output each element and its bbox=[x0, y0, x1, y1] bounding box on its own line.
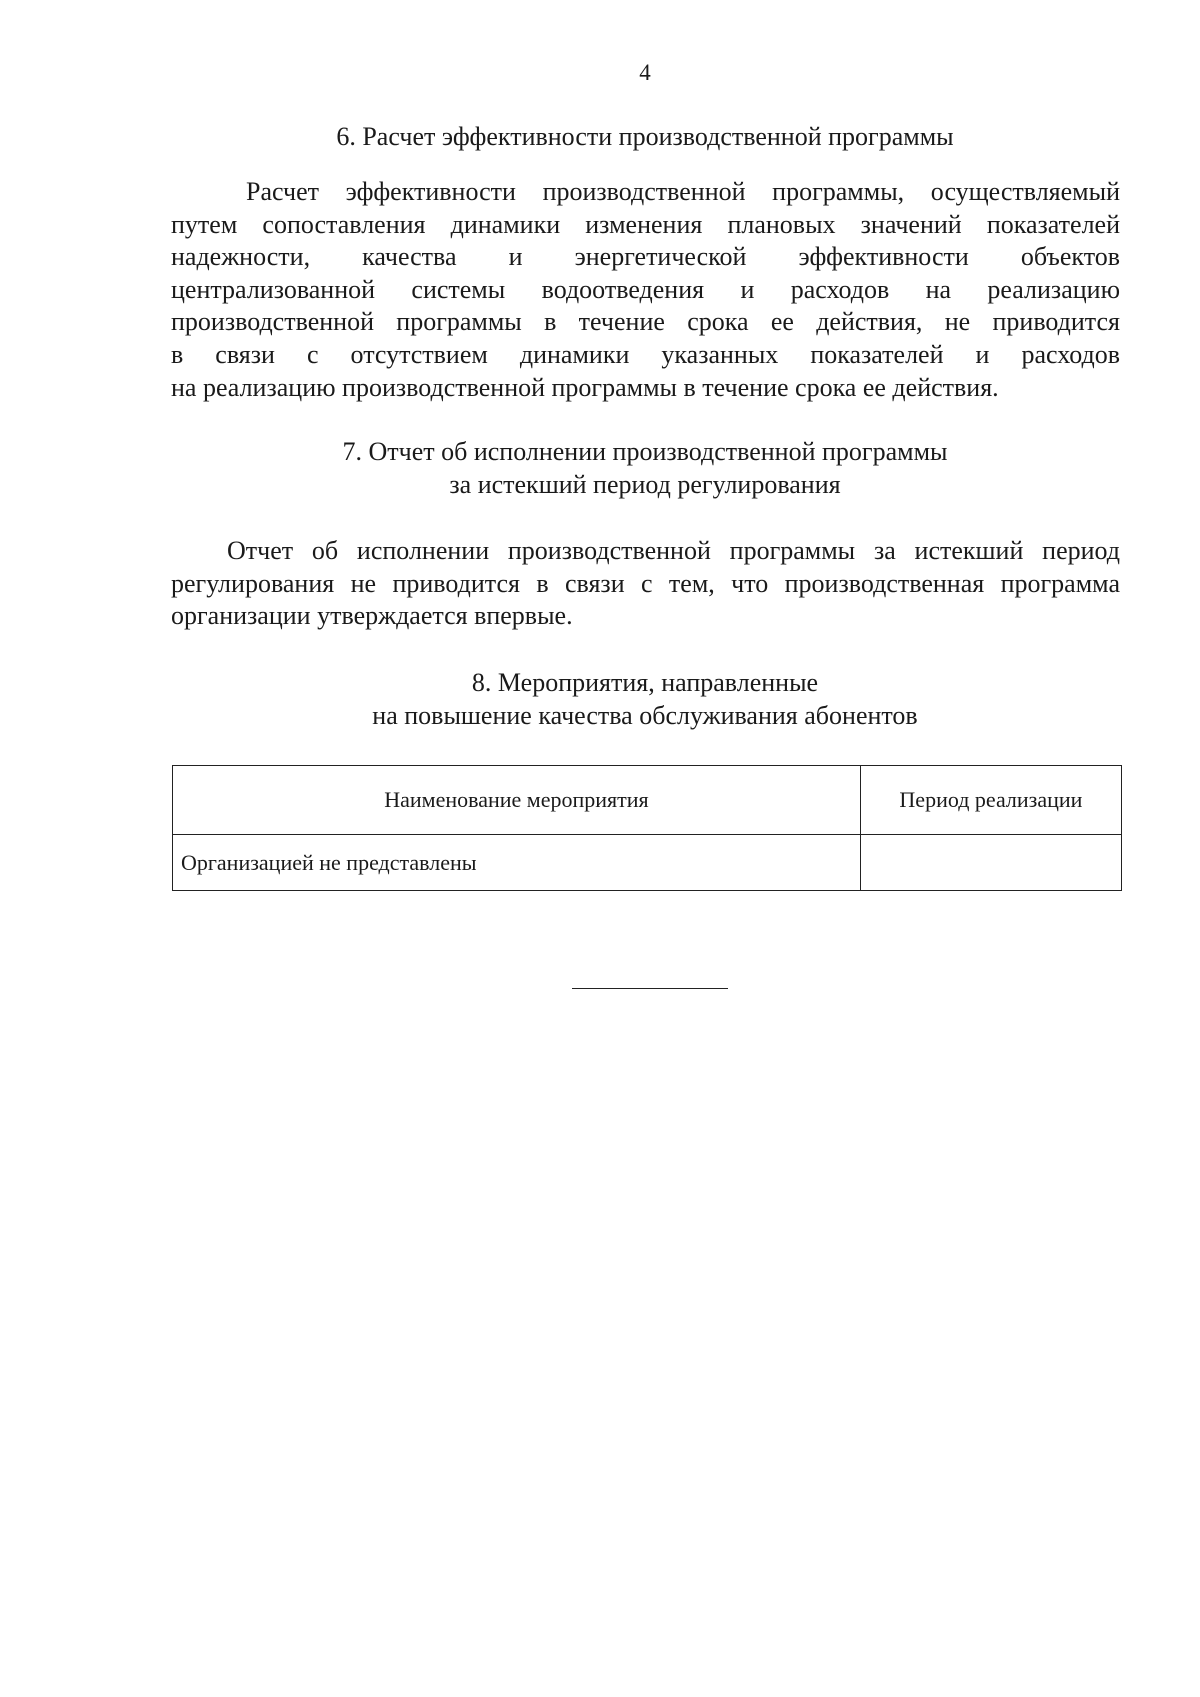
header-measure-name: Наименование мероприятия bbox=[173, 766, 861, 835]
paragraph-line: производственной программы в течение срока ее действия, не приводится bbox=[171, 307, 1120, 337]
section-8-title-line-2: на повышение качества обслуживания абонентов bbox=[372, 701, 918, 730]
paragraph-line: Расчет эффективности производственной программы, осуществляемый bbox=[246, 177, 1120, 206]
paragraph-line: надежности, качества и энергетической эффективности объектов bbox=[171, 242, 1120, 272]
paragraph-line: в связи с отсутствием динамики указанных показателей и расходов bbox=[171, 339, 1120, 369]
paragraph-line: на реализацию производственной программы в течение срока ее действия. bbox=[171, 372, 999, 402]
header-implementation-period: Период реализации bbox=[860, 766, 1121, 835]
table-row bbox=[173, 835, 1122, 891]
section-8-title bbox=[170, 666, 1120, 732]
table-header-row bbox=[173, 766, 1122, 835]
paragraph-line: путем сопоставления динамики изменения плановых значений показателей bbox=[171, 209, 1120, 239]
paragraph-line: организации утверждается впервые. bbox=[171, 601, 573, 631]
page-number: 4 bbox=[639, 60, 651, 85]
paragraph-line: централизованной системы водоотведения и расходов на реализацию bbox=[171, 274, 1120, 304]
end-of-document-rule bbox=[572, 988, 728, 989]
section-7-title bbox=[170, 435, 1120, 501]
section-6-paragraph bbox=[171, 176, 1120, 404]
section-8-title-line-1: 8. Мероприятия, направленные bbox=[471, 668, 819, 697]
cell-implementation-period bbox=[860, 835, 1121, 891]
section-7-paragraph bbox=[171, 535, 1120, 633]
paragraph-line: регулирования не приводится в связи с тем, что производственная программа bbox=[171, 568, 1120, 598]
measures-table bbox=[172, 765, 1122, 891]
paragraph-line: Отчет об исполнении производственной программы за истекший период bbox=[227, 536, 1120, 565]
cell-measure-name: Организацией не представлены bbox=[173, 835, 861, 891]
section-6-title: 6. Расчет эффективности производственной программы bbox=[336, 122, 954, 151]
section-7-title-line-1: 7. Отчет об исполнении производственной программы bbox=[342, 437, 948, 466]
section-7-title-line-2: за истекший период регулирования bbox=[449, 470, 841, 499]
